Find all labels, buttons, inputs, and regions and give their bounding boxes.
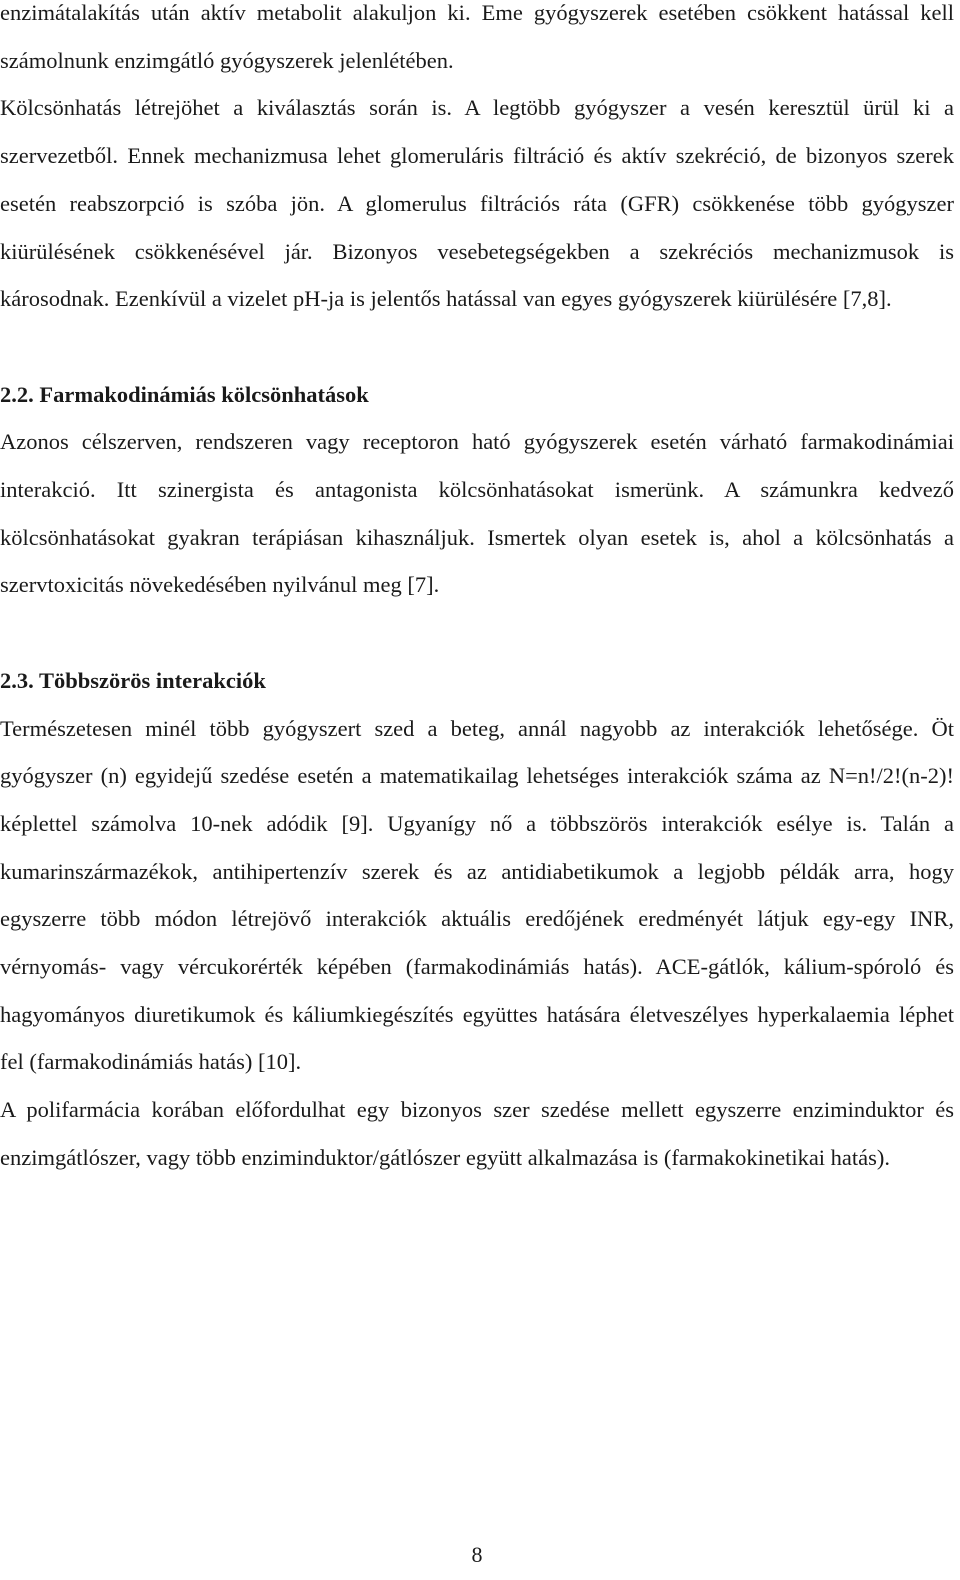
section-spacer <box>0 609 954 657</box>
paragraph-polypharmacy: A polifarmácia korában előfordulhat egy bizonyos szer szedése mellett egyszerre enziminduktor és enzimgátlószer, vagy több enziminduktor/gátlószer együtt alkalmazása is (farmakokinetikai hatás). <box>0 1097 954 1170</box>
paragraph-multiple-interactions: Természetesen minél több gyógyszert szed a beteg, annál nagyobb az interakciók lehetősége. Öt gyógyszer (n) egyidejű szedése esetén a matematikailag lehetséges interakciók száma az N=n!/2!(n-2)! képlettel számolva 10-nek adódik [9]. Ugyanígy nő a többszörös interakciók esélye is. Talán a kumarinszármazékok, antihipertenzív szerek és az antidiabetikumok a legjobb példák arra, hogy egyszerre több módon létrejövő interakciók aktuális eredőjének eredményét látjuk egy-egy INR, vérnyomás- vagy vércukorérték képében (farmakodinámiás hatás). ACE-gátlók, kálium-spóroló és hagyományos diuretikumok és káliumkiegészítés együttes hatására életveszélyes hyperkalaemia léphet fel (farmakodinámiás hatás) [10]. <box>0 715 954 1075</box>
paragraph-intro: enzimátalakítás után aktív metabolit alakuljon ki. Eme gyógyszerek esetében csökkent hatással kell számolnunk enzimgátló gyógyszerek jelenlétében. <box>0 0 954 73</box>
page-number: 8 <box>471 1542 483 1567</box>
paragraph-excretion: Kölcsönhatás létrejöhet a kiválasztás során is. A legtöbb gyógyszer a vesén keresztül ürül ki a szervezetből. Ennek mechanizmusa lehet glomeruláris filtráció és aktív szekréció, de bizonyos szerek esetén reabszorpció is szóba jön. A glomerulus filtrációs ráta (GFR) csökkenése több gyógyszer kiürülésének csökkenésével jár. Bizonyos vesebetegségekben a szekréciós mechanizmusok is károsodnak. Ezenkívül a vizelet pH-ja is jelentős hatással van egyes gyógyszerek kiürülésére [7,8]. <box>0 95 954 312</box>
section-heading-multiple-interactions: 2.3. Többszörös interakciók <box>0 667 266 693</box>
paragraph-pharmacodynamic: Azonos célszerven, rendszeren vagy receptoron ható gyógyszerek esetén várható farmakodinámiai interakció. Itt szinergista és antagonista kölcsönhatásokat ismerünk. A számunkra kedvező kölcsönhatásokat gyakran terápiásan kihasználjuk. Ismertek olyan esetek is, ahol a kölcsönhatás a szervtoxicitás növekedésében nyilvánul meg [7]. <box>0 429 954 598</box>
section-spacer <box>0 323 954 371</box>
section-heading-pharmacodynamic: 2.2. Farmakodinámiás kölcsönhatások <box>0 381 369 407</box>
